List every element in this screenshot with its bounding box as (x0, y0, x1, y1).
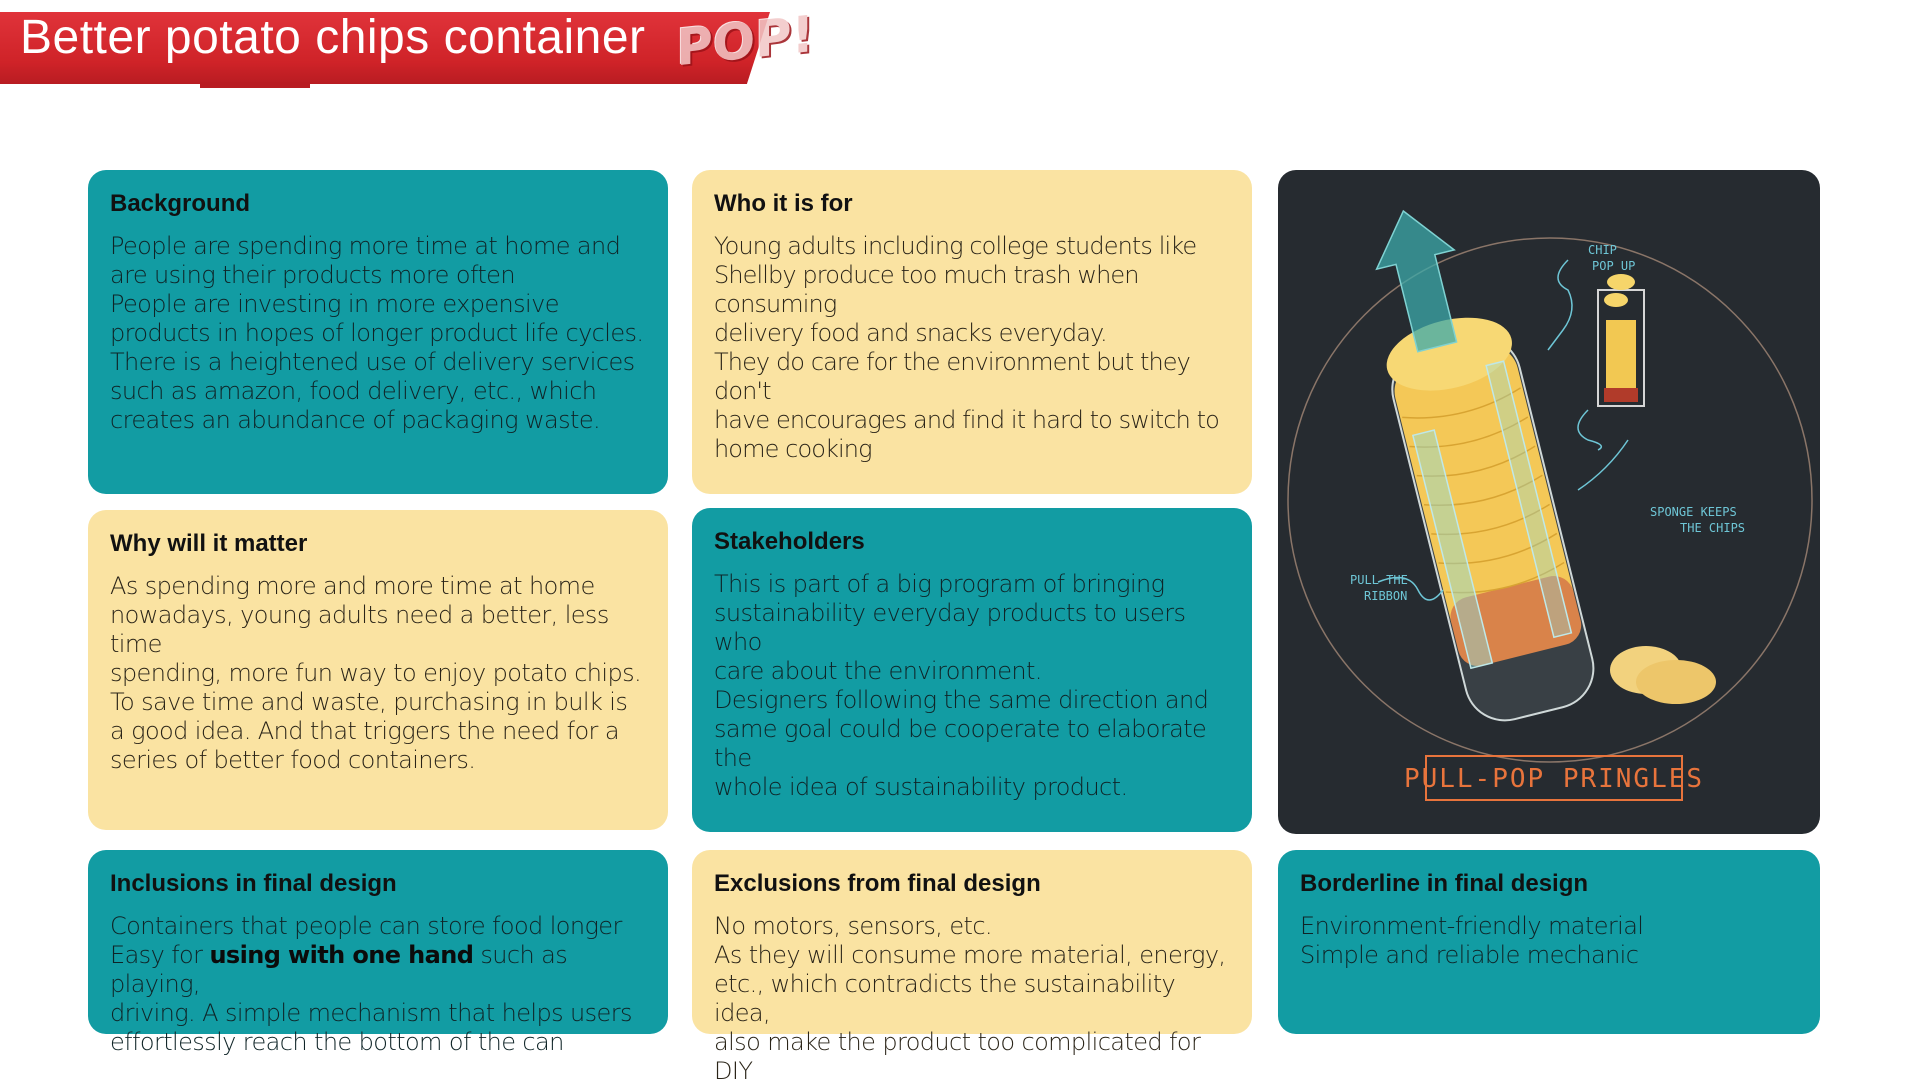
text-line: driving. A simple mechanism that helps users (110, 999, 632, 1027)
card-title: Exclusions from final design (714, 870, 1041, 897)
card-stakeholders (692, 508, 1252, 832)
emphasis-text: using with one hand (209, 941, 474, 969)
text-line: delivery food and snacks everyday. (714, 319, 1107, 347)
annotation-chip-pop-up-line1: CHIP (1588, 243, 1617, 257)
text-line: etc., which contradicts the sustainability idea, (714, 970, 1176, 1027)
text-line: products in hopes of longer product life cycles. (110, 319, 644, 347)
text-line: Designers following the same direction and (714, 686, 1209, 714)
card-body (714, 570, 1230, 802)
text-line: a good idea. And that triggers the need for a (110, 717, 619, 745)
pop-logo: POP! (676, 4, 815, 78)
text-line: care about the environment. (714, 657, 1042, 685)
card-title: Why will it matter (110, 530, 308, 557)
annotation-pull-ribbon-line2: RIBBON (1364, 589, 1408, 603)
text-line: They do care for the environment but they don't (714, 348, 1190, 405)
card-body (714, 912, 1230, 1086)
text-line: whole idea of sustainability product. (714, 773, 1128, 801)
annotation-sponge-line1: SPONGE KEEPS (1650, 505, 1737, 519)
text-line: Young adults including college students like (714, 232, 1197, 260)
card-inclusions (88, 850, 668, 1056)
card-title: Borderline in final design (1300, 870, 1589, 897)
text-line: Shellby produce too much trash when consuming (714, 261, 1139, 318)
card-title: Background (110, 190, 251, 217)
cutaway-diagram (1598, 274, 1644, 406)
text-line: People are spending more time at home and (110, 232, 621, 260)
sketch-image (1278, 170, 1820, 834)
page-title: Better potato chips container (20, 11, 646, 64)
annotation-sponge-line2: THE CHIPS (1680, 521, 1746, 535)
text-line: have encourages and find it hard to switch to (714, 406, 1219, 434)
chip-can (1350, 193, 1602, 729)
text-line: series of better food containers. (110, 746, 476, 774)
card-body (1300, 912, 1798, 970)
text-line: sustainability everyday products to users who (714, 599, 1186, 656)
text-line: Environment-friendly material (1300, 912, 1644, 940)
card-title: Stakeholders (714, 528, 865, 555)
text-line: such as amazon, food delivery, etc., which (110, 377, 597, 405)
text-line: To save time and waste, purchasing in bulk is (110, 688, 628, 716)
text-line: nowadays, young adults need a better, less time (110, 601, 609, 658)
brand-label: PULL-POP PRINGLES (1403, 764, 1705, 794)
card-body (110, 912, 646, 1057)
text-line: are using their products more often (110, 261, 515, 289)
banner-shadow (200, 82, 310, 88)
text-line: creates an abundance of packaging waste. (110, 406, 601, 434)
annotation-chip-pop-up-line2: POP UP (1592, 259, 1636, 273)
text-line: There is a heightened use of delivery services (110, 348, 635, 376)
text-line: also make the product too complicated for DIY (714, 1028, 1201, 1085)
text-line: effortlessly reach the bottom of the can (110, 1028, 564, 1056)
text-line: No motors, sensors, etc. (714, 912, 992, 940)
text-line: People are investing in more expensive (110, 290, 559, 318)
text-line: As spending more and more time at home (110, 572, 595, 600)
text-line: home cooking (714, 435, 872, 463)
card-body (110, 572, 646, 775)
card-title: Inclusions in final design (110, 870, 397, 897)
text-line: As they will consume more material, energy, (714, 941, 1226, 969)
card-why-will-it-matter (88, 510, 668, 830)
text-line: Containers that people can store food longer (110, 912, 622, 940)
text-span: such as playing, (110, 941, 568, 998)
card-body (714, 232, 1230, 464)
annotation-pull-ribbon-line1: PULL THE (1350, 573, 1408, 587)
card-who-it-is-for (692, 170, 1252, 494)
card-title: Who it is for (714, 190, 853, 217)
text-line: spending, more fun way to enjoy potato chips. (110, 659, 642, 687)
text-line: This is part of a big program of bringing (714, 570, 1165, 598)
text-line: same goal could be cooperate to elaborate the (714, 715, 1207, 772)
card-body (110, 232, 646, 435)
card-exclusions (692, 850, 1252, 1085)
text-line (110, 941, 646, 999)
loose-chips (1610, 646, 1716, 704)
text-span: Easy for (110, 941, 210, 969)
pull-pop-pringles-illustration (1278, 170, 1820, 834)
card-background (88, 170, 668, 494)
card-borderline (1278, 850, 1820, 1034)
text-line: Simple and reliable mechanic (1300, 941, 1639, 969)
